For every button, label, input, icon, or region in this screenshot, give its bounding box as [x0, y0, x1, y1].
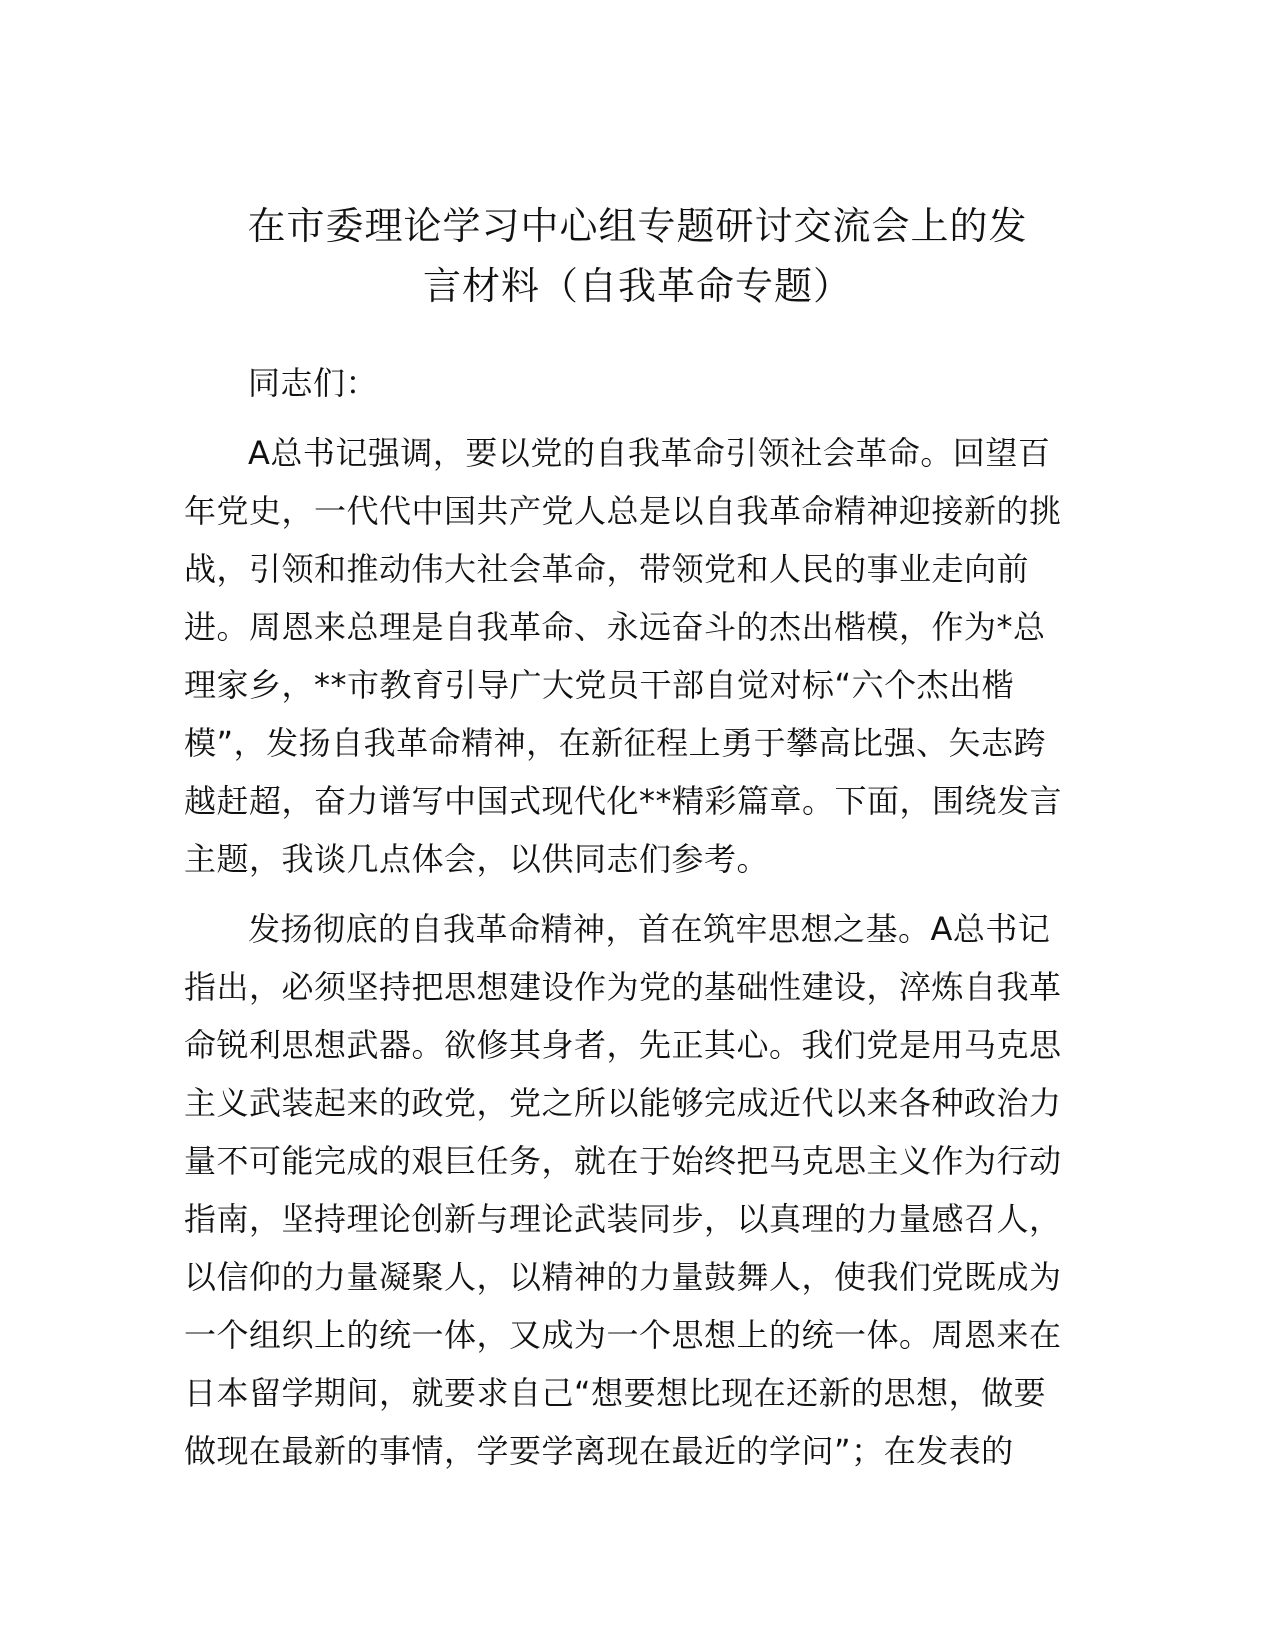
paragraph-line: 指南，坚持理论创新与理论武装同步，以真理的力量感召人，	[184, 1200, 1062, 1238]
paragraph-line: 理家乡，**市教育引导广大党员干部自觉对标“六个杰出楷	[184, 666, 1015, 704]
paragraph-line: 以信仰的力量凝聚人，以精神的力量鼓舞人，使我们党既成为	[184, 1258, 1062, 1296]
document-body	[184, 354, 1096, 1480]
paragraph-line: 战，引领和推动伟大社会革命，带领党和人民的事业走向前	[184, 550, 1030, 588]
title-line: 在市委理论学习中心组专题研讨交流会上的发	[247, 204, 1028, 248]
paragraph-line: 模”，发扬自我革命精神，在新征程上勇于攀高比强、矢志跨	[184, 724, 1047, 762]
paragraph-line: 主义武装起来的政党，党之所以能够完成近代以来各种政治力	[184, 1084, 1062, 1122]
document-title	[180, 196, 1095, 316]
paragraph-2	[184, 900, 1096, 1480]
title-line: 言材料（自我革命专题）	[422, 264, 852, 308]
paragraph-line: 命锐利思想武器。欲修其身者，先正其心。我们党是用马克思	[184, 1026, 1062, 1064]
paragraph-line: 发扬彻底的自我革命精神，首在筑牢思想之基。A总书记	[248, 910, 1051, 948]
paragraph-line: 年党史，一代代中国共产党人总是以自我革命精神迎接新的挑	[184, 492, 1062, 530]
paragraph-line: 指出，必须坚持把思想建设作为党的基础性建设，淬炼自我革	[184, 968, 1062, 1006]
paragraph-line: A总书记强调，要以党的自我革命引领社会革命。回望百	[248, 434, 1051, 472]
salutation: 同志们：	[248, 364, 379, 402]
paragraph-line: 越赶超，奋力谱写中国式现代化**精彩篇章。下面，围绕发言	[184, 782, 1063, 820]
paragraph-line: 量不可能完成的艰巨任务，就在于始终把马克思主义作为行动	[184, 1142, 1062, 1180]
paragraph-line: 一个组织上的统一体，又成为一个思想上的统一体。周恩来在	[184, 1316, 1062, 1354]
paragraph-line: 做现在最新的事情，学要学离现在最近的学问”；在发表的	[184, 1432, 1014, 1470]
paragraph-line: 日本留学期间，就要求自己“想要想比现在还新的思想，做要	[184, 1374, 1047, 1412]
paragraph-line: 进。周恩来总理是自我革命、永远奋斗的杰出楷模，作为*总	[184, 608, 1046, 646]
paragraph-line: 主题，我谈几点体会，以供同志们参考。	[184, 840, 770, 878]
paragraph-1	[184, 424, 1096, 888]
